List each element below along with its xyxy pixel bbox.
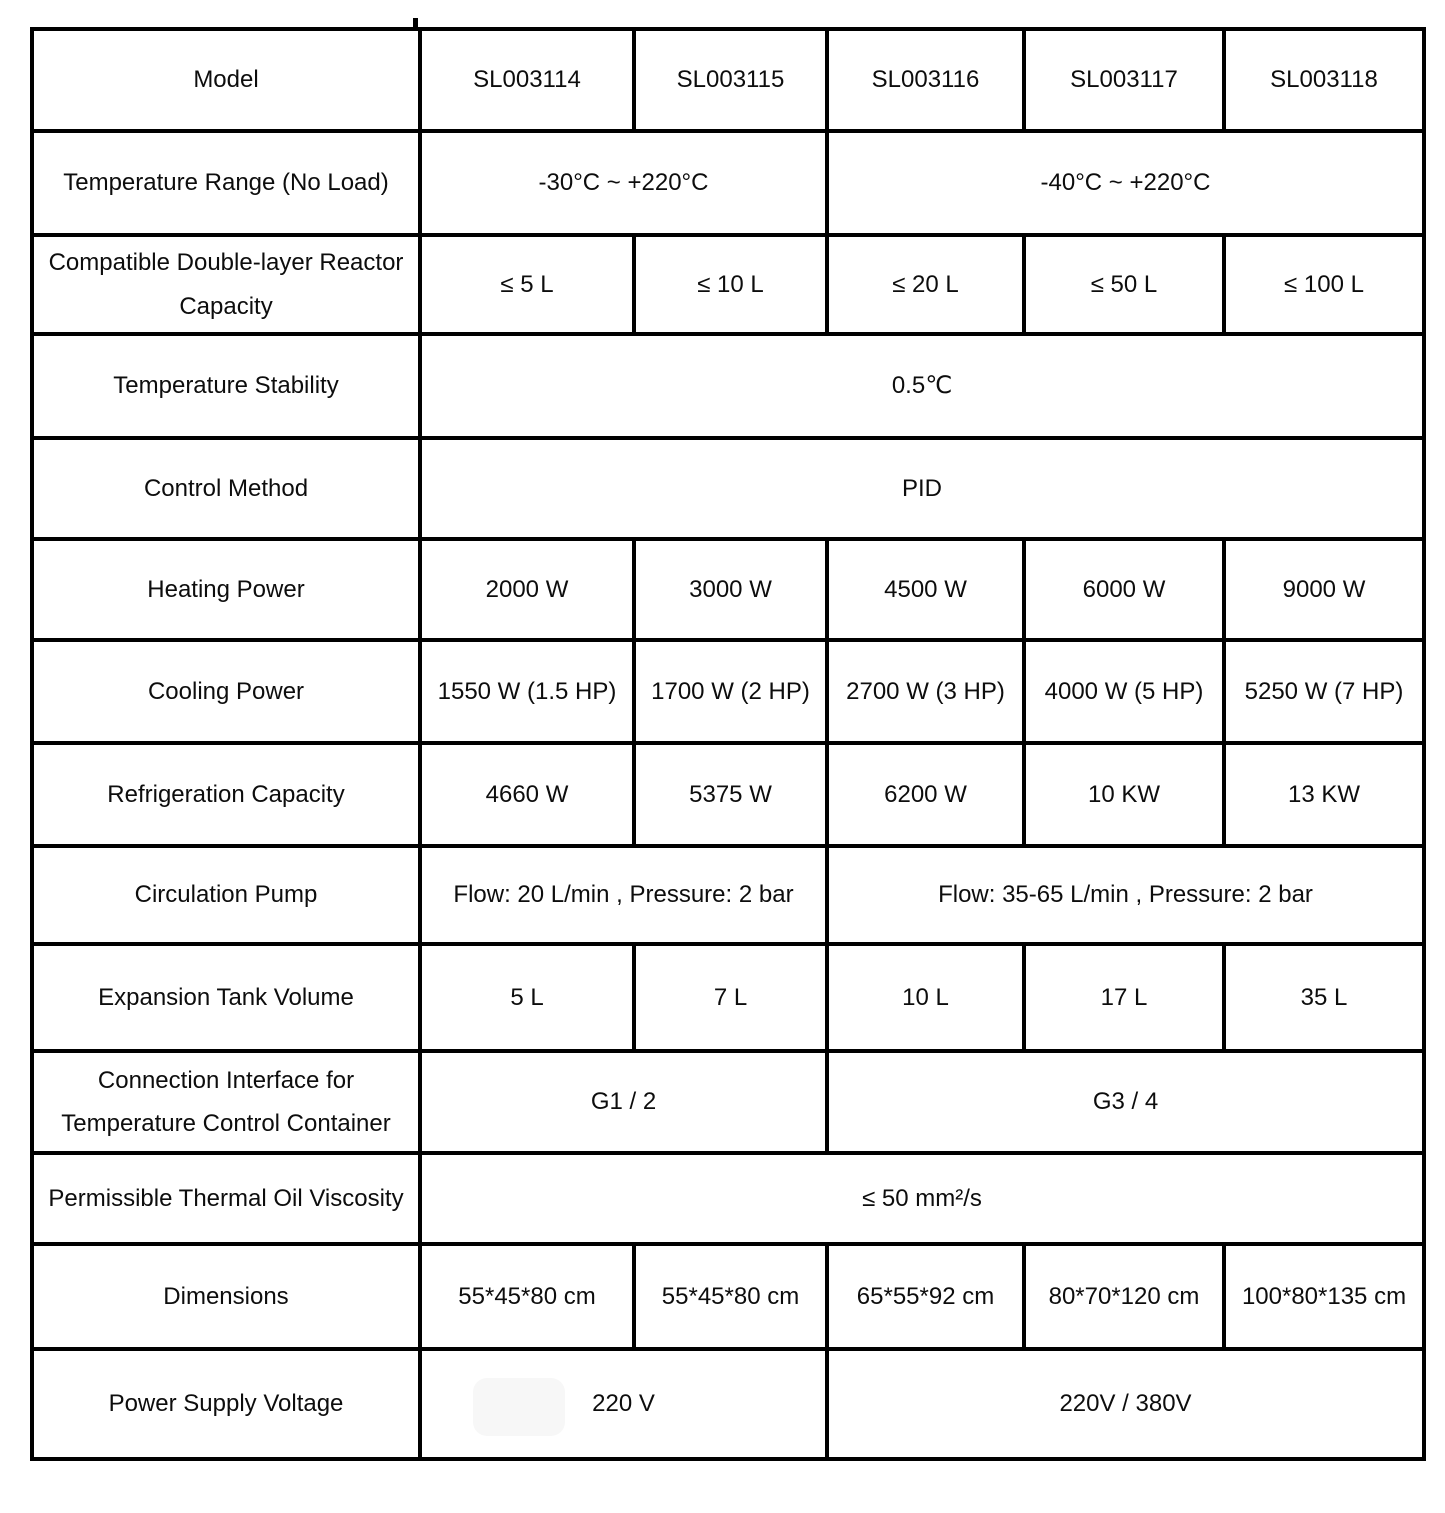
value-cell: 55*45*80 cm [420, 1244, 634, 1349]
value-cell: 220V / 380V [827, 1349, 1424, 1459]
model-cell: SL003115 [634, 29, 827, 131]
table-row-temperature-range [32, 131, 1424, 235]
model-cell: SL003116 [827, 29, 1024, 131]
table-row-heating-power [32, 539, 1424, 640]
value-cell: 10 L [827, 944, 1024, 1051]
value-cell: 2700 W (3 HP) [827, 640, 1024, 743]
model-cell: SL003114 [420, 29, 634, 131]
value-cell: 4500 W [827, 539, 1024, 640]
value-cell: 2000 W [420, 539, 634, 640]
value-cell: PID [420, 438, 1424, 539]
value-cell: 4000 W (5 HP) [1024, 640, 1224, 743]
row-label-dimensions: Dimensions [32, 1244, 420, 1349]
table-row-connection-interface [32, 1051, 1424, 1153]
value-cell: 5375 W [634, 743, 827, 846]
value-cell: ≤ 50 mm²/s [420, 1153, 1424, 1244]
value-cell: -30°C ~ +220°C [420, 131, 827, 235]
value-cell: 5250 W (7 HP) [1224, 640, 1424, 743]
row-label-heating-power: Heating Power [32, 539, 420, 640]
value-cell: 220 V [420, 1349, 827, 1459]
row-label-control-method: Control Method [32, 438, 420, 539]
value-cell: Flow: 20 L/min , Pressure: 2 bar [420, 846, 827, 944]
table-row-circulation-pump [32, 846, 1424, 944]
value-cell: ≤ 20 L [827, 235, 1024, 334]
row-label-circulation-pump: Circulation Pump [32, 846, 420, 944]
value-cell: 6200 W [827, 743, 1024, 846]
value-cell: 9000 W [1224, 539, 1424, 640]
row-label-thermal-oil-viscosity: Permissible Thermal Oil Viscosity [32, 1153, 420, 1244]
table-row-model [32, 29, 1424, 131]
value-cell: 1550 W (1.5 HP) [420, 640, 634, 743]
value-cell: ≤ 5 L [420, 235, 634, 334]
table-row-dimensions [32, 1244, 1424, 1349]
row-label-refrigeration-capacity: Refrigeration Capacity [32, 743, 420, 846]
table-row-reactor-capacity [32, 235, 1424, 334]
value-cell: 1700 W (2 HP) [634, 640, 827, 743]
table-row-thermal-oil-viscosity [32, 1153, 1424, 1244]
row-label-power-supply-voltage: Power Supply Voltage [32, 1349, 420, 1459]
row-label-temperature-range: Temperature Range (No Load) [32, 131, 420, 235]
value-cell: 65*55*92 cm [827, 1244, 1024, 1349]
model-cell: SL003118 [1224, 29, 1424, 131]
value-cell: 35 L [1224, 944, 1424, 1051]
value-cell: ≤ 50 L [1024, 235, 1224, 334]
table-row-temperature-stability [32, 334, 1424, 438]
row-label-connection-interface: Connection Interface for Temperature Control Container [32, 1051, 420, 1153]
value-cell: 10 KW [1024, 743, 1224, 846]
value-cell: 100*80*135 cm [1224, 1244, 1424, 1349]
header-label-cell: Model [32, 29, 420, 131]
model-cell: SL003117 [1024, 29, 1224, 131]
value-cell: -40°C ~ +220°C [827, 131, 1424, 235]
value-cell: 55*45*80 cm [634, 1244, 827, 1349]
row-label-reactor-capacity: Compatible Double-layer Reactor Capacity [32, 235, 420, 334]
value-cell: ≤ 10 L [634, 235, 827, 334]
value-cell: 7 L [634, 944, 827, 1051]
value-cell: Flow: 35-65 L/min , Pressure: 2 bar [827, 846, 1424, 944]
row-label-cooling-power: Cooling Power [32, 640, 420, 743]
value-cell: 6000 W [1024, 539, 1224, 640]
value-cell: 0.5℃ [420, 334, 1424, 438]
table-row-cooling-power [32, 640, 1424, 743]
row-label-expansion-tank-volume: Expansion Tank Volume [32, 944, 420, 1051]
value-cell: ≤ 100 L [1224, 235, 1424, 334]
watermark-remnant-artifact [473, 1378, 565, 1436]
value-cell: 3000 W [634, 539, 827, 640]
table-row-refrigeration-capacity [32, 743, 1424, 846]
value-cell: G1 / 2 [420, 1051, 827, 1153]
value-cell: 80*70*120 cm [1024, 1244, 1224, 1349]
value-cell: 4660 W [420, 743, 634, 846]
value-cell: 17 L [1024, 944, 1224, 1051]
product-spec-table [30, 27, 1426, 1461]
table-row-power-supply-voltage [32, 1349, 1424, 1459]
table-row-control-method [32, 438, 1424, 539]
value-cell: 13 KW [1224, 743, 1424, 846]
value-cell: G3 / 4 [827, 1051, 1424, 1153]
row-label-temperature-stability: Temperature Stability [32, 334, 420, 438]
value-cell: 5 L [420, 944, 634, 1051]
table-row-expansion-tank-volume [32, 944, 1424, 1051]
